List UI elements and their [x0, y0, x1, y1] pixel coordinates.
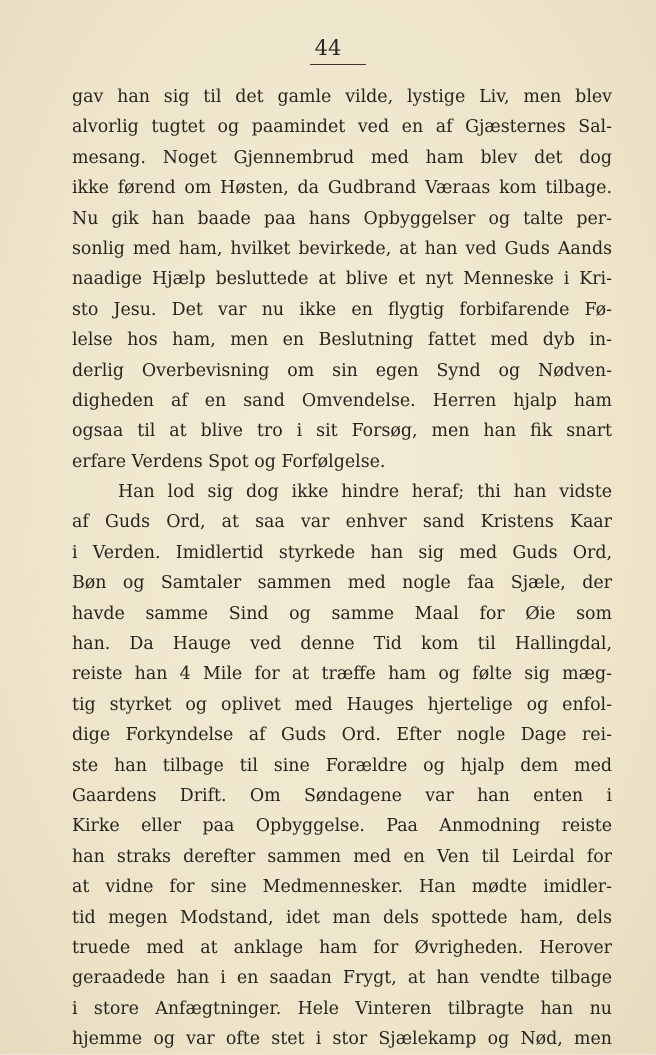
text-line: geraadede han i en saadan Frygt, at han vendte tilbage: [72, 968, 612, 989]
text-line: ogsaa til at blive tro i sit Forsøg, men han fik snart: [72, 421, 612, 442]
text-line: Kirke eller paa Opbyggelse. Paa Anmodning reiste: [72, 816, 612, 837]
text-line: Bøn og Samtaler sammen med nogle faa Sjæle, der: [72, 573, 612, 594]
text-line: Gaardens Drift. Om Søndagene var han enten i: [72, 785, 612, 806]
text-line: Han lod sig dog ikke hindre heraf; thi han vidste: [118, 482, 612, 503]
text-line: i store Anfægtninger. Hele Vinteren tilbragte han nu: [72, 998, 612, 1019]
text-line: ste han tilbage til sine Forældre og hjalp dem med: [72, 755, 612, 776]
text-line: sto Jesu. Det var nu ikke en flygtig forbifarende Fø-: [72, 299, 612, 320]
text-line: derlig Overbevisning om sin egen Synd og Nødven-: [72, 360, 612, 381]
text-line: havde samme Sind og samme Maal for Øie som: [72, 603, 612, 624]
text-line: digheden af en sand Omvendelse. Herren hjalp ham: [72, 390, 612, 411]
text-line: lelse hos ham, men en Beslutning fattet med dyb in-: [72, 330, 612, 351]
text-line: reiste han 4 Mile for at træffe ham og følte sig mæg-: [72, 664, 612, 685]
text-line: sonlig med ham, hvilket bevirkede, at han ved Guds Aands: [72, 238, 612, 259]
text-line: erfare Verdens Spot og Forfølgelse.: [72, 451, 386, 472]
text-line: hjemme og var ofte stet i stor Sjælekamp og Nød, men: [72, 1029, 612, 1050]
text-line: at vidne for sine Medmennesker. Han mødte imidler-: [72, 877, 612, 898]
text-line: truede med at anklage ham for Øvrigheden. Herover: [72, 937, 612, 958]
text-line: tid megen Modstand, idet man dels spottede ham, dels: [72, 907, 612, 928]
text-line: Nu gik han baade paa hans Opbyggelser og talte per-: [72, 208, 612, 229]
text-line: naadige Hjælp besluttede at blive et nyt Menneske i Kri-: [72, 269, 612, 290]
text-line: ikke førend om Høsten, da Gudbrand Væraas kom tilbage.: [72, 178, 612, 199]
body-text: [72, 82, 612, 1055]
text-line: gav han sig til det gamle vilde, lystige Liv, men blev: [72, 87, 612, 107]
text-line: alvorlig tugtet og paamindet ved en af Gjæsternes Sal-: [72, 117, 612, 138]
page-number: 44: [314, 36, 342, 60]
text-line: han. Da Hauge ved denne Tid kom til Hallingdal,: [72, 634, 612, 655]
text-line: af Guds Ord, at saa var enhver sand Kristens Kaar: [72, 512, 612, 533]
text-line: tig styrket og oplivet med Hauges hjertelige og enfol-: [72, 694, 612, 715]
page-number-rule: [310, 64, 366, 65]
text-line: mesang. Noget Gjennembrud med ham blev det dog: [72, 147, 612, 168]
text-line: i Verden. Imidlertid styrkede han sig med Guds Ord,: [72, 542, 612, 563]
text-line: han straks derefter sammen med en Ven til Leirdal for: [72, 846, 612, 867]
text-line: dige Forkyndelse af Guds Ord. Efter nogle Dage rei-: [72, 725, 612, 746]
